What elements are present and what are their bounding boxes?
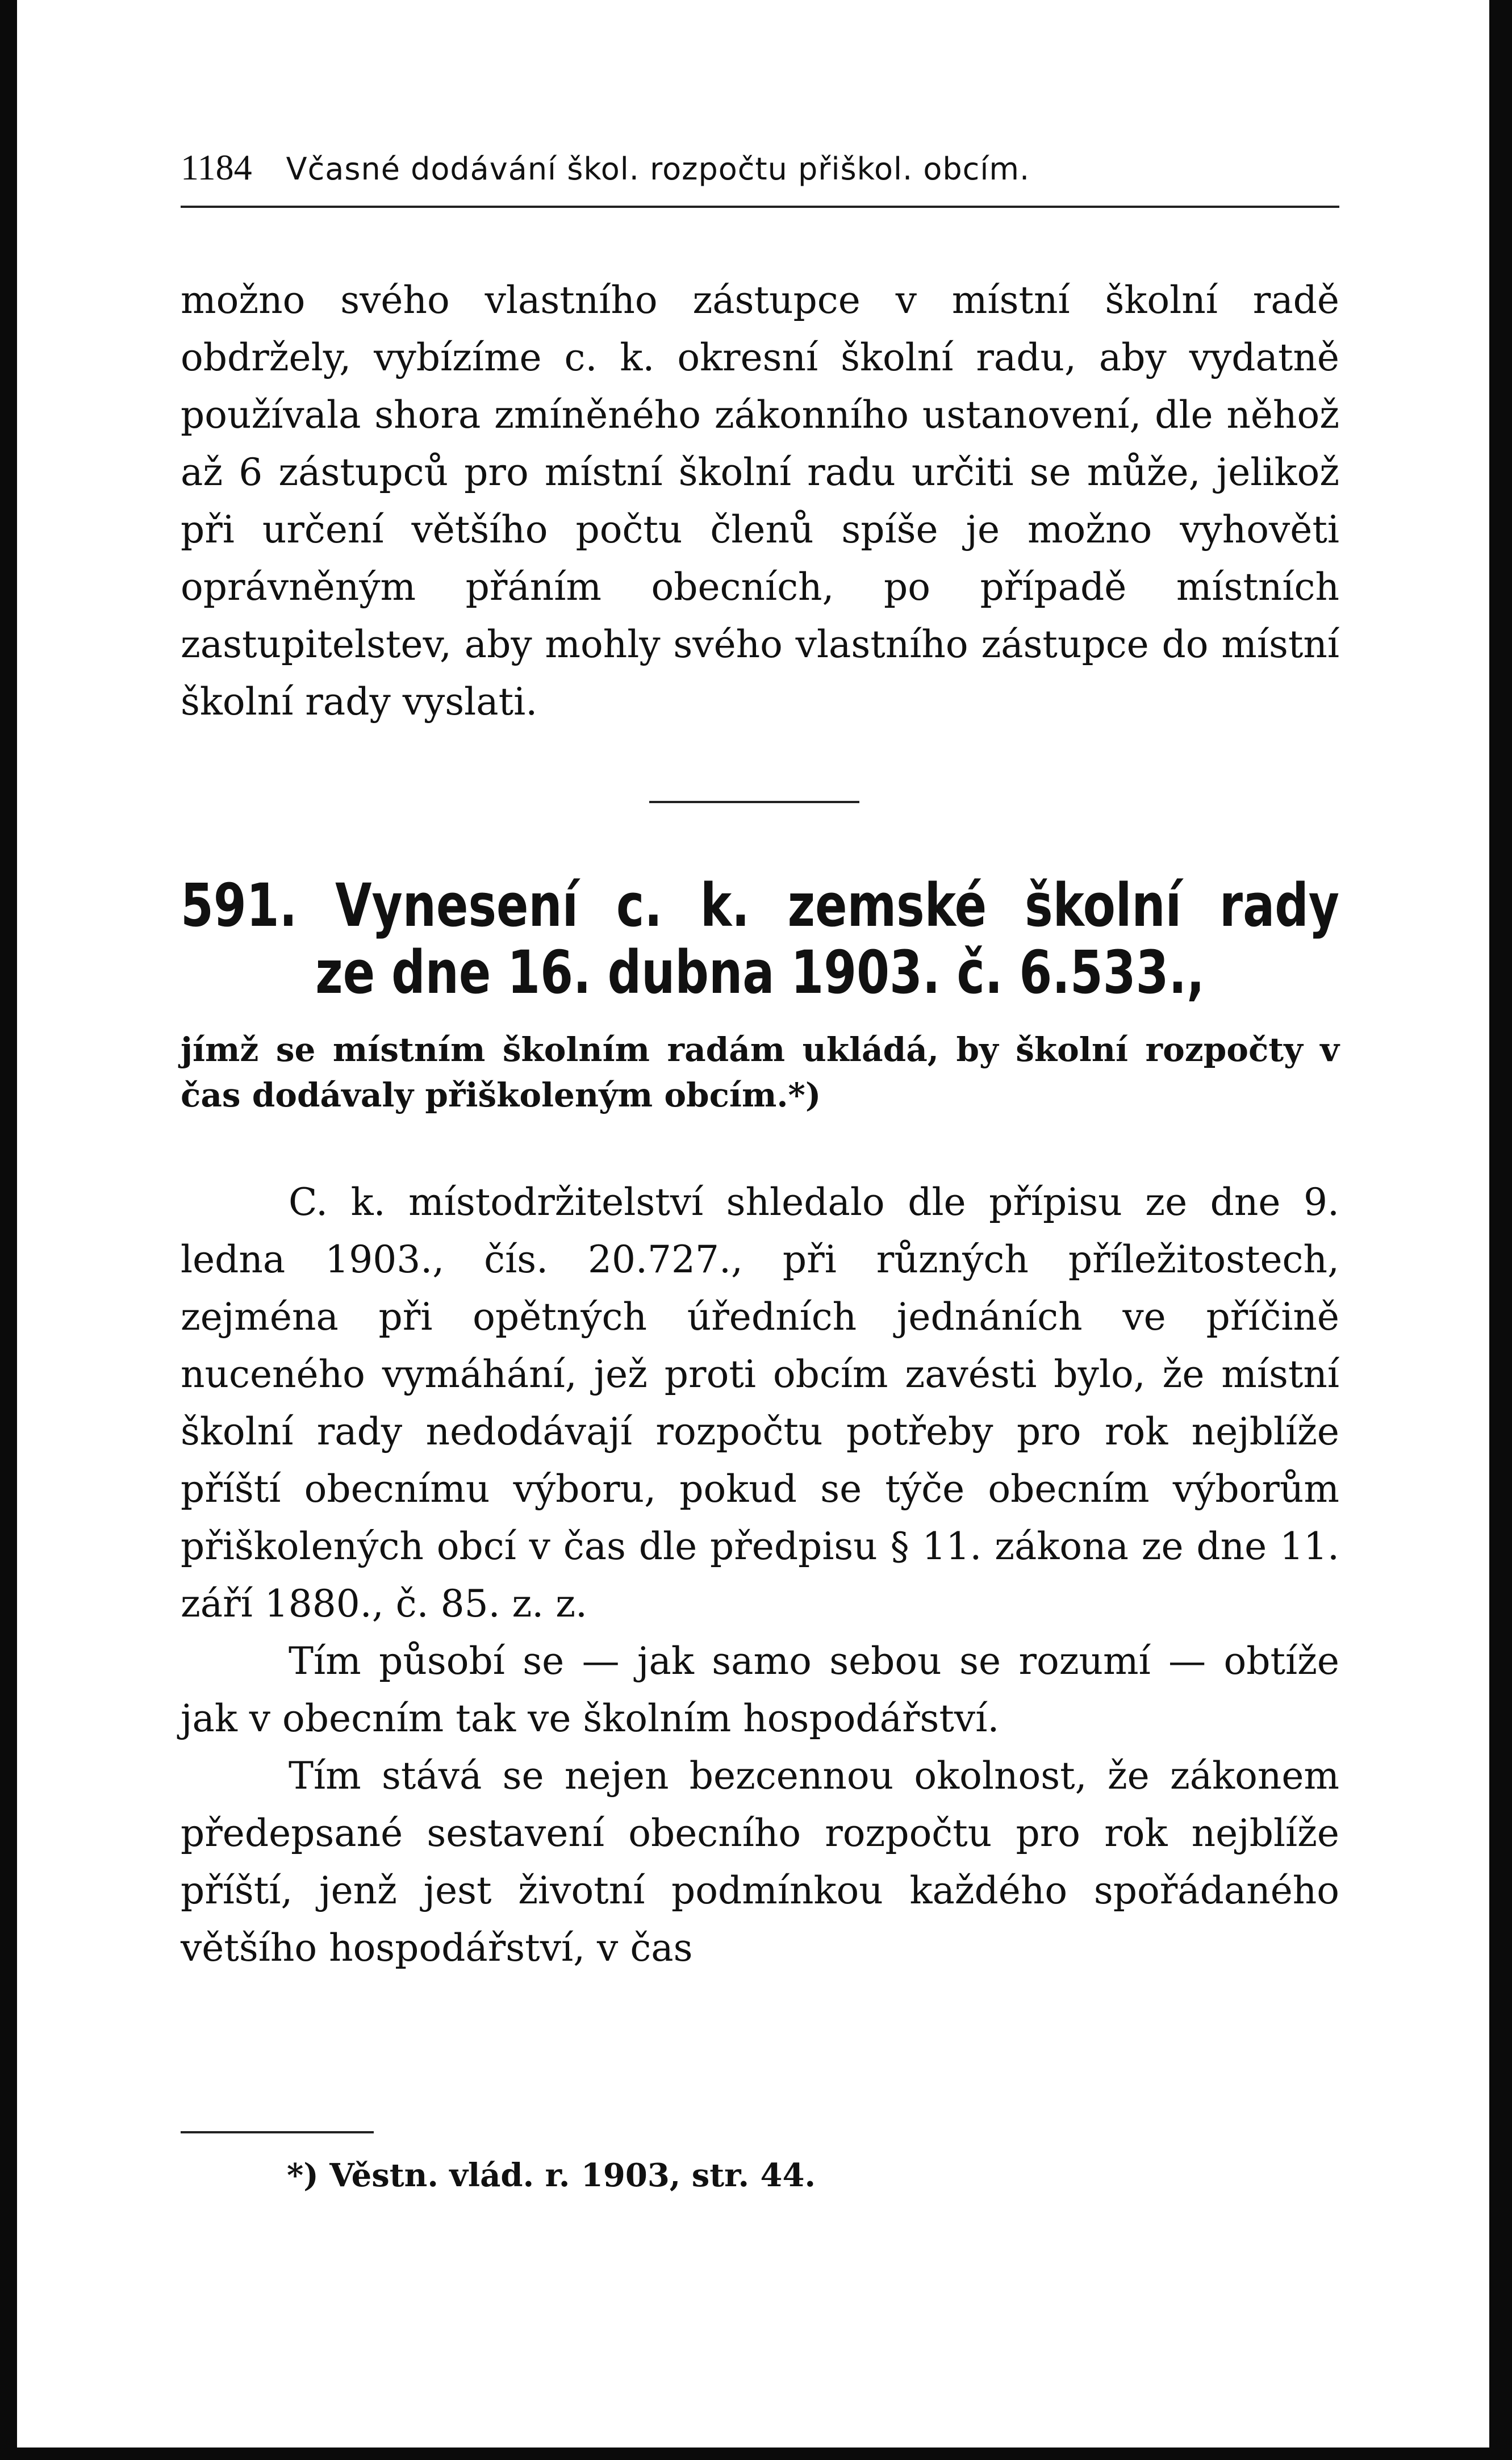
body-text — [181, 1173, 1339, 1977]
body-paragraph-3: Tím stává se nejen bezcennou okolnost, že zákonem předepsané sestavení obecního rozpočtu pro rok nejblíže příští, jenž jest životní podmínkou každého spořádaného většího hospodářství, v čas — [181, 1754, 1339, 1970]
page-header — [181, 147, 1339, 192]
header-rule — [181, 206, 1339, 208]
body-paragraph-1: C. k. místodržitelství shledalo dle přípisu ze dne 9. ledna 1903., čís. 20.727., při různých příležitostech, zejména při opětných úředních jednáních ve příčině nuceného vymáhání, jež proti obcím zavésti bylo, že místní školní rady nedodávají rozpočtu potřeby pro rok nejblíže příští obecnímu výboru, pokud se týče obecním výborům přiškolených obcí v čas dle předpisu § 11. zákona ze dne 11. září 1880., č. 85. z. z. — [181, 1180, 1339, 1626]
footnote-rule — [181, 2131, 374, 2133]
footnote: *) Věstn. vlád. r. 1903, str. 44. — [287, 2157, 816, 2194]
continuation-paragraph — [181, 272, 1339, 730]
body-paragraph-2: Tím působí se — jak samo sebou se rozumí — obtíže jak v obecním tak ve školním hospodářství. — [181, 1639, 1339, 1740]
scan-border-bottom — [0, 2448, 1512, 2460]
running-title: Včasné dodávání škol. rozpočtu přiškol. obcím. — [286, 151, 1030, 187]
section-heading-line1: 591. Vynesení c. k. zemské školní rady — [181, 871, 1339, 940]
scan-border-right — [1489, 0, 1512, 2460]
section-subheading: jímž se místním školním radám ukládá, by školní rozpočty v čas dodávaly přiškoleným obcím.*) — [181, 1030, 1339, 1114]
continuation-text: možno svého vlastního zástupce v místní školní radě obdržely, vybízíme c. k. okresní školní radu, aby vydatně používala shora zmíněného zákonního ustanovení, dle něhož až 6 zástupců pro místní školní radu určiti se může, jelikož při určení většího počtu členů spíše je možno vyhověti oprávněným přáním obecních, po případě místních zastupitelstev, aby mohly svého vlastního zástupce do místní školní rady vyslati. — [181, 278, 1339, 724]
scan-border-left — [0, 0, 17, 2460]
section-heading-line2: ze dne 16. dubna 1903. č. 6.533., — [315, 938, 1205, 1007]
section-heading — [181, 871, 1339, 1007]
page-number: 1184 — [181, 147, 252, 187]
section-divider — [649, 801, 859, 803]
